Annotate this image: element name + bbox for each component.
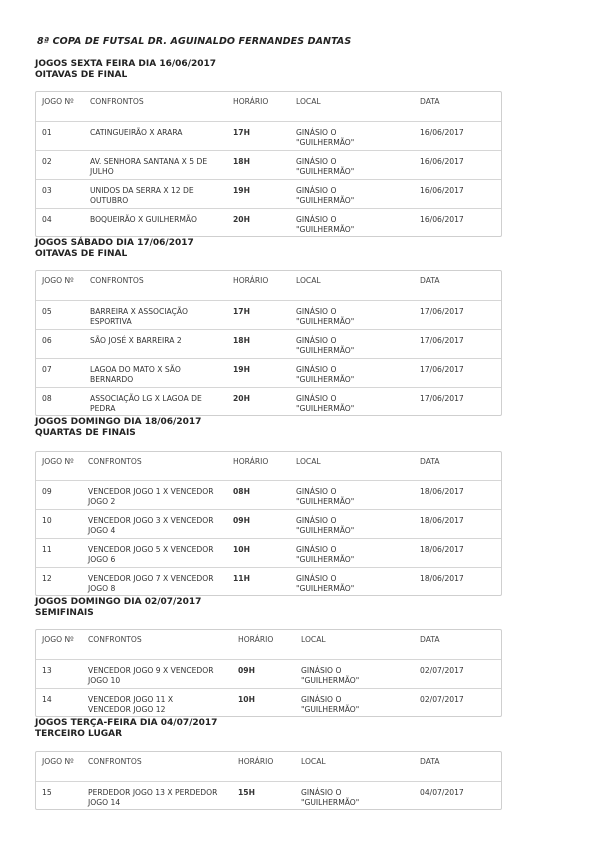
table-row — [36, 330, 501, 359]
cell-local: GINÁSIO O "GUILHERMÃO" — [301, 788, 360, 807]
cell-local: GINÁSIO O "GUILHERMÃO" — [301, 666, 360, 685]
section-date-heading: JOGOS SÁBADO DIA 17/06/2017 — [35, 238, 194, 248]
col-header-horario: HORÁRIO — [233, 276, 269, 285]
cell-confronto: VENCEDOR JOGO 7 X VENCEDOR JOGO 8 — [88, 574, 214, 593]
cell-data: 18/06/2017 — [420, 545, 464, 554]
col-header-jogo: JOGO Nº — [42, 757, 74, 766]
games-table — [35, 451, 502, 596]
cell-jogo: 10 — [42, 516, 52, 525]
section-phase-heading: TERCEIRO LUGAR — [35, 729, 123, 739]
table-row — [36, 122, 501, 151]
cell-horario: 10H — [238, 695, 255, 704]
cell-confronto: BOQUEIRÃO X GUILHERMÃO — [90, 215, 197, 224]
cell-confronto: VENCEDOR JOGO 11 X VENCEDOR JOGO 12 — [88, 695, 174, 714]
cell-horario: 18H — [233, 336, 250, 345]
cell-local: GINÁSIO O "GUILHERMÃO" — [296, 128, 355, 147]
cell-data: 18/06/2017 — [420, 516, 464, 525]
section-heading — [35, 597, 201, 619]
table-row — [36, 782, 501, 810]
cell-data: 02/07/2017 — [420, 695, 464, 704]
cell-horario: 18H — [233, 157, 250, 166]
col-header-data: DATA — [420, 276, 440, 285]
cell-confronto: SÃO JOSÉ X BARREIRA 2 — [90, 336, 182, 345]
cell-horario: 17H — [233, 128, 250, 137]
col-header-local: LOCAL — [296, 457, 321, 466]
cell-data: 04/07/2017 — [420, 788, 464, 797]
section-heading — [35, 718, 217, 740]
cell-horario: 20H — [233, 394, 250, 403]
col-header-local: LOCAL — [301, 757, 326, 766]
cell-horario: 20H — [233, 215, 250, 224]
cell-confronto: ASSOCIAÇÃO LG X LAGOA DE PEDRA — [90, 394, 202, 413]
cell-data: 16/06/2017 — [420, 157, 464, 166]
cell-local: GINÁSIO O "GUILHERMÃO" — [296, 336, 355, 355]
table-row — [36, 481, 501, 510]
cell-horario: 15H — [238, 788, 255, 797]
table-row — [36, 689, 501, 717]
cell-confronto: BARREIRA X ASSOCIAÇÃO ESPORTIVA — [90, 307, 188, 326]
cell-confronto: PERDEDOR JOGO 13 X PERDEDOR JOGO 14 — [88, 788, 218, 807]
games-table — [35, 270, 502, 416]
cell-confronto: VENCEDOR JOGO 3 X VENCEDOR JOGO 4 — [88, 516, 214, 535]
cell-jogo: 08 — [42, 394, 52, 403]
cell-local: GINÁSIO O "GUILHERMÃO" — [296, 307, 355, 326]
table-row — [36, 151, 501, 180]
col-header-data: DATA — [420, 635, 440, 644]
games-table — [35, 751, 502, 810]
col-header-confrontos: CONFRONTOS — [90, 276, 144, 285]
cell-jogo: 13 — [42, 666, 52, 675]
cell-data: 16/06/2017 — [420, 186, 464, 195]
col-header-data: DATA — [420, 757, 440, 766]
section-heading — [35, 59, 216, 81]
section-phase-heading: QUARTAS DE FINAIS — [35, 428, 136, 438]
cell-local: GINÁSIO O "GUILHERMÃO" — [296, 574, 355, 593]
cell-confronto: AV. SENHORA SANTANA X 5 DE JULHO — [90, 157, 208, 176]
col-header-jogo: JOGO Nº — [42, 457, 74, 466]
cell-jogo: 12 — [42, 574, 52, 583]
document-title: 8ª COPA DE FUTSAL DR. AGUINALDO FERNANDES DANTAS — [37, 36, 352, 47]
table-row — [36, 301, 501, 330]
cell-local: GINÁSIO O "GUILHERMÃO" — [296, 186, 355, 205]
cell-data: 18/06/2017 — [420, 487, 464, 496]
section-date-heading: JOGOS DOMINGO DIA 02/07/2017 — [35, 597, 202, 607]
section-date-heading: JOGOS SEXTA FEIRA DIA 16/06/2017 — [35, 59, 217, 69]
cell-confronto: VENCEDOR JOGO 5 X VENCEDOR JOGO 6 — [88, 545, 214, 564]
games-table — [35, 629, 502, 717]
cell-confronto: UNIDOS DA SERRA X 12 DE OUTUBRO — [90, 186, 194, 205]
cell-local: GINÁSIO O "GUILHERMÃO" — [296, 394, 355, 413]
table-header-row — [36, 271, 501, 301]
cell-jogo: 07 — [42, 365, 52, 374]
cell-jogo: 15 — [42, 788, 52, 797]
section-phase-heading: OITAVAS DE FINAL — [35, 249, 128, 259]
cell-local: GINÁSIO O "GUILHERMÃO" — [296, 545, 355, 564]
cell-jogo: 11 — [42, 545, 52, 554]
cell-jogo: 03 — [42, 186, 52, 195]
col-header-data: DATA — [420, 457, 440, 466]
col-header-confrontos: CONFRONTOS — [88, 457, 142, 466]
cell-local: GINÁSIO O "GUILHERMÃO" — [301, 695, 360, 714]
cell-data: 02/07/2017 — [420, 666, 464, 675]
col-header-local: LOCAL — [296, 276, 321, 285]
table-row — [36, 359, 501, 388]
col-header-jogo: JOGO Nº — [42, 635, 74, 644]
cell-jogo: 06 — [42, 336, 52, 345]
cell-data: 18/06/2017 — [420, 574, 464, 583]
cell-horario: 11H — [233, 574, 250, 583]
cell-data: 17/06/2017 — [420, 365, 464, 374]
col-header-confrontos: CONFRONTOS — [90, 97, 144, 106]
cell-jogo: 04 — [42, 215, 52, 224]
section-heading — [35, 417, 201, 439]
col-header-local: LOCAL — [296, 97, 321, 106]
table-row — [36, 660, 501, 689]
cell-data: 16/06/2017 — [420, 128, 464, 137]
cell-confronto: VENCEDOR JOGO 1 X VENCEDOR JOGO 2 — [88, 487, 214, 506]
cell-jogo: 05 — [42, 307, 52, 316]
col-header-horario: HORÁRIO — [233, 97, 269, 106]
col-header-local: LOCAL — [301, 635, 326, 644]
section-heading — [35, 238, 194, 260]
cell-jogo: 14 — [42, 695, 52, 704]
cell-jogo: 09 — [42, 487, 52, 496]
col-header-confrontos: CONFRONTOS — [88, 757, 142, 766]
cell-data: 16/06/2017 — [420, 215, 464, 224]
col-header-data: DATA — [420, 97, 440, 106]
cell-horario: 10H — [233, 545, 250, 554]
games-table — [35, 91, 502, 237]
col-header-horario: HORÁRIO — [238, 635, 274, 644]
cell-jogo: 02 — [42, 157, 52, 166]
cell-local: GINÁSIO O "GUILHERMÃO" — [296, 365, 355, 384]
table-header-row — [36, 92, 501, 122]
table-row — [36, 388, 501, 416]
table-header-row — [36, 752, 501, 782]
table-row — [36, 209, 501, 237]
cell-horario: 09H — [238, 666, 255, 675]
cell-horario: 09H — [233, 516, 250, 525]
cell-data: 17/06/2017 — [420, 336, 464, 345]
cell-horario: 19H — [233, 365, 250, 374]
cell-horario: 19H — [233, 186, 250, 195]
table-row — [36, 510, 501, 539]
col-header-horario: HORÁRIO — [238, 757, 274, 766]
section-phase-heading: OITAVAS DE FINAL — [35, 70, 128, 80]
table-row — [36, 180, 501, 209]
section-phase-heading: SEMIFINAIS — [35, 608, 94, 618]
cell-local: GINÁSIO O "GUILHERMÃO" — [296, 516, 355, 535]
cell-local: GINÁSIO O "GUILHERMÃO" — [296, 157, 355, 176]
cell-data: 17/06/2017 — [420, 307, 464, 316]
cell-local: GINÁSIO O "GUILHERMÃO" — [296, 487, 355, 506]
cell-jogo: 01 — [42, 128, 52, 137]
cell-confronto: LAGOA DO MATO X SÃO BERNARDO — [90, 365, 181, 384]
col-header-confrontos: CONFRONTOS — [88, 635, 142, 644]
col-header-jogo: JOGO Nº — [42, 97, 74, 106]
table-header-row — [36, 630, 501, 660]
cell-local: GINÁSIO O "GUILHERMÃO" — [296, 215, 355, 234]
col-header-horario: HORÁRIO — [233, 457, 269, 466]
cell-confronto: CATINGUEIRÃO X ARARA — [90, 128, 183, 137]
cell-confronto: VENCEDOR JOGO 9 X VENCEDOR JOGO 10 — [88, 666, 214, 685]
table-header-row — [36, 452, 501, 481]
table-row — [36, 568, 501, 596]
cell-horario: 17H — [233, 307, 250, 316]
cell-horario: 08H — [233, 487, 250, 496]
col-header-jogo: JOGO Nº — [42, 276, 74, 285]
section-date-heading: JOGOS TERÇA-FEIRA DIA 04/07/2017 — [35, 718, 218, 728]
section-date-heading: JOGOS DOMINGO DIA 18/06/2017 — [35, 417, 202, 427]
cell-data: 17/06/2017 — [420, 394, 464, 403]
table-row — [36, 539, 501, 568]
